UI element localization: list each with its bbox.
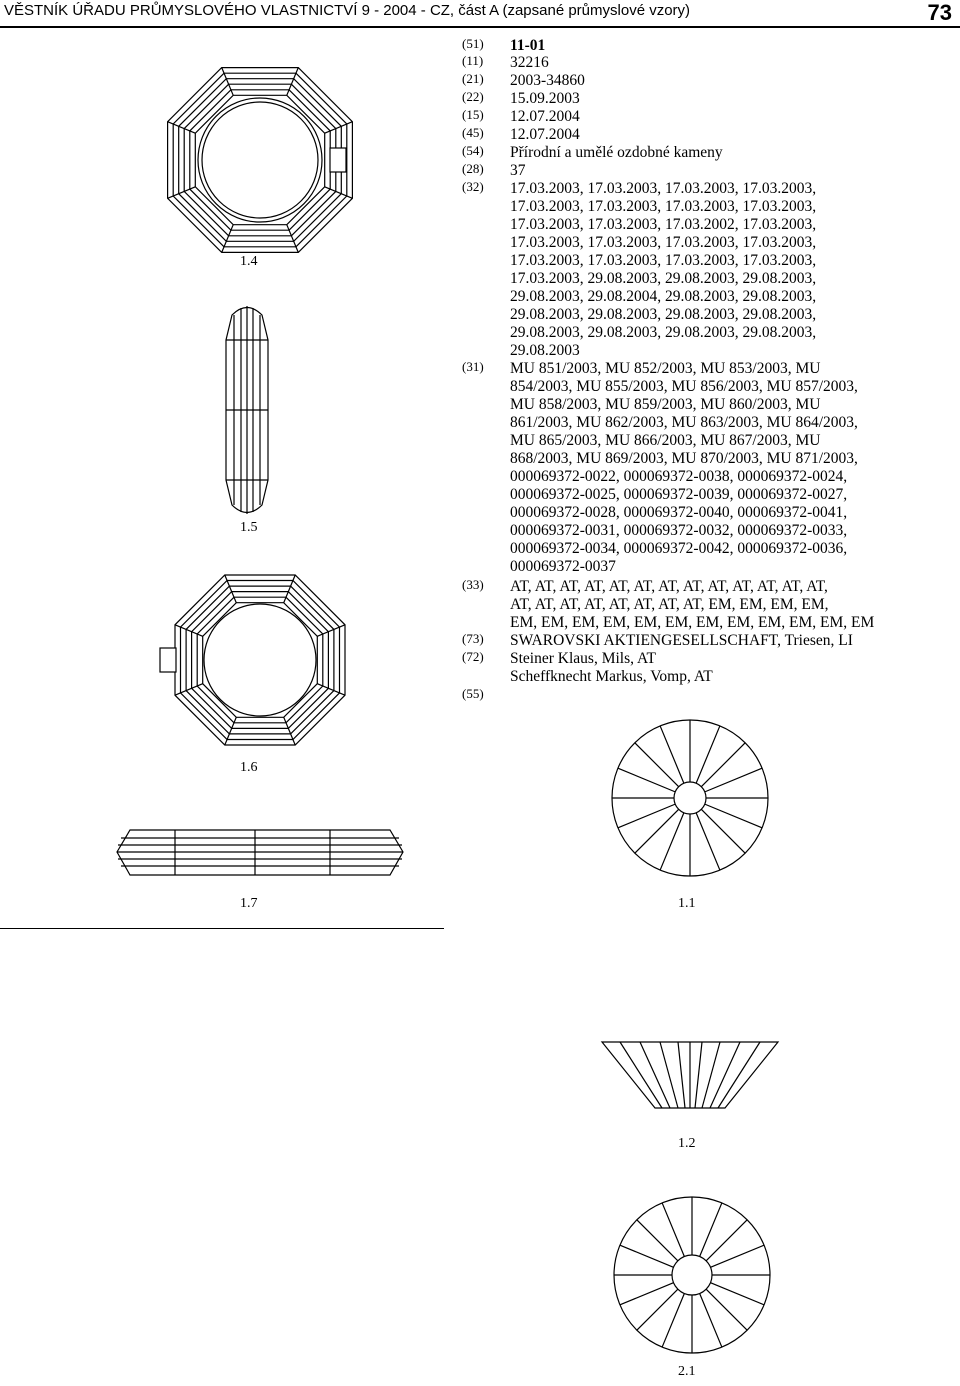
- registration-date: 12.07.2004: [510, 108, 580, 125]
- facet-line: [718, 1042, 760, 1108]
- designer-1: Steiner Klaus, Mils, AT: [510, 650, 656, 667]
- facet-line: [678, 1042, 685, 1108]
- priority-dates-line: 17.03.2003, 29.08.2003, 29.08.2003, 29.08.2003,: [510, 270, 817, 287]
- facet-line: [620, 1042, 662, 1108]
- facet-line: [618, 804, 675, 828]
- facet-line: [635, 809, 679, 853]
- code-33: (33): [462, 577, 484, 592]
- journal-header: VĚSTNÍK ÚŘADU PRŮMYSLOVÉHO VLASTNICTVÍ 9 - 2004 - CZ, část A (zapsané průmyslové vzory): [4, 2, 691, 19]
- priority-numbers-line: MU 858/2003, MU 859/2003, MU 860/2003, MU: [510, 396, 821, 413]
- figure-label-1-5: 1.5: [240, 520, 258, 535]
- figure-1-5-side-profile: [222, 300, 272, 520]
- priority-dates-line: 29.08.2003, 29.08.2004, 29.08.2003, 29.08.2003,: [510, 288, 817, 305]
- code-28: (28): [462, 161, 484, 176]
- facet-rose: [614, 1197, 770, 1353]
- facet-line: [701, 743, 745, 787]
- facet-line: [696, 726, 720, 783]
- octagon-outline: [173, 73, 347, 247]
- facet-line: [705, 768, 762, 792]
- priority-dates-line: 17.03.2003, 17.03.2003, 17.03.2003, 17.03.2003,: [510, 180, 817, 197]
- octagon-outline: [197, 597, 323, 723]
- priority-dates-line: 29.08.2003, 29.08.2003, 29.08.2003, 29.08.2003,: [510, 306, 817, 323]
- octagon-outline: [195, 95, 324, 224]
- inner-circle: [198, 98, 322, 222]
- inner-circle: [204, 604, 316, 716]
- figure-label-1-2: 1.2: [678, 1136, 696, 1151]
- figure-1-4-octagon-ring: [160, 60, 360, 260]
- facet-line: [618, 768, 675, 792]
- code-54: (54): [462, 143, 484, 158]
- facet-line: [660, 1042, 678, 1108]
- filing-date: 15.09.2003: [510, 90, 580, 107]
- design-title: Přírodní a umělé ozdobné kameny: [510, 144, 723, 161]
- figure-label-1-4: 1.4: [240, 254, 258, 269]
- octagon-outline: [179, 79, 342, 242]
- octagon-outline: [192, 592, 329, 729]
- priority-numbers-line: 000069372-0037: [510, 558, 616, 575]
- facet-line: [660, 726, 684, 783]
- table-circle: [674, 782, 706, 814]
- code-73: (73): [462, 631, 484, 646]
- facet-line: [705, 804, 762, 828]
- owner: SWAROVSKI AKTIENGESELLSCHAFT, Triesen, LI: [510, 632, 853, 649]
- publication-date: 12.07.2004: [510, 126, 580, 143]
- figure-label-2-1: 2.1: [678, 1364, 696, 1379]
- code-45: (45): [462, 125, 484, 140]
- priority-numbers-line: 000069372-0022, 000069372-0038, 000069372-0024,: [510, 468, 848, 485]
- octagon-rings: [168, 68, 353, 253]
- priority-numbers-line: 000069372-0028, 000069372-0040, 000069372-0041,: [510, 504, 848, 521]
- code-32: (32): [462, 179, 484, 194]
- facet-line: [660, 813, 684, 870]
- figure-label-1-1: 1.1: [678, 896, 696, 911]
- priority-dates-line: 17.03.2003, 17.03.2003, 17.03.2003, 17.03.2003,: [510, 234, 817, 251]
- priority-countries-line: AT, AT, AT, AT, AT, AT, AT, AT, EM, EM, EM, EM,: [510, 596, 829, 613]
- priority-numbers-line: 854/2003, MU 855/2003, MU 856/2003, MU 857/2003,: [510, 378, 858, 395]
- code-11: (11): [462, 53, 484, 68]
- facet-rose: [612, 720, 768, 876]
- notch: [160, 648, 176, 672]
- section-rule: [0, 928, 444, 929]
- figure-1-6-octagon-ring: [160, 568, 360, 753]
- figure-1-7-horizontal-profile: [115, 825, 405, 880]
- priority-dates-line: 17.03.2003, 17.03.2003, 17.03.2003, 17.03.2003,: [510, 198, 817, 215]
- application-number: 2003-34860: [510, 72, 585, 89]
- priority-numbers-line: MU 865/2003, MU 866/2003, MU 867/2003, MU: [510, 432, 821, 449]
- priority-numbers-line: 861/2003, MU 862/2003, MU 863/2003, MU 864/2003,: [510, 414, 858, 431]
- octagon-outline: [203, 603, 318, 718]
- design-count: 37: [510, 162, 526, 179]
- octagon-outline: [190, 90, 330, 230]
- priority-numbers-line: 000069372-0031, 000069372-0032, 000069372-0033,: [510, 522, 848, 539]
- code-22: (22): [462, 89, 484, 104]
- octagon-outline: [175, 575, 345, 745]
- notch: [330, 148, 346, 172]
- classification: 11-01: [510, 37, 546, 54]
- octagon-outline: [184, 84, 336, 236]
- code-72: (72): [462, 649, 484, 664]
- facet-line: [696, 813, 720, 870]
- table-circle: [672, 1255, 712, 1295]
- priority-dates-line: 29.08.2003, 29.08.2003, 29.08.2003, 29.08.2003,: [510, 324, 817, 341]
- code-55: (55): [462, 686, 484, 701]
- priority-numbers-line: 868/2003, MU 869/2003, MU 870/2003, MU 871/2003,: [510, 450, 858, 467]
- priority-countries-line: EM, EM, EM, EM, EM, EM, EM, EM, EM, EM, EM, EM: [510, 614, 875, 631]
- figure-label-1-6: 1.6: [240, 760, 258, 775]
- priority-numbers-line: 000069372-0034, 000069372-0042, 000069372-0036,: [510, 540, 848, 557]
- facet-line: [702, 1042, 720, 1108]
- registration-number: 32216: [510, 54, 549, 71]
- priority-numbers-line: 000069372-0025, 000069372-0039, 000069372-0027,: [510, 486, 848, 503]
- code-51: (51): [462, 36, 484, 51]
- octagon-outline: [186, 586, 334, 734]
- header-rule: [0, 26, 960, 28]
- figure-2-1-round-stone: [612, 1195, 772, 1355]
- figure-1-1-round-stone: [610, 718, 770, 878]
- priority-dates-line: 17.03.2003, 17.03.2003, 17.03.2003, 17.03.2003,: [510, 252, 817, 269]
- priority-dates-line: 17.03.2003, 17.03.2003, 17.03.2002, 17.03.2003,: [510, 216, 817, 233]
- code-31: (31): [462, 359, 484, 374]
- facet-line: [701, 809, 745, 853]
- priority-countries-line: AT, AT, AT, AT, AT, AT, AT, AT, AT, AT, AT, AT, AT,: [510, 578, 828, 595]
- code-21: (21): [462, 71, 484, 86]
- figure-label-1-7: 1.7: [240, 896, 258, 911]
- designer-2: Scheffknecht Markus, Vomp, AT: [510, 668, 713, 685]
- code-15: (15): [462, 107, 484, 122]
- page-number: 73: [927, 0, 952, 25]
- facet-line: [635, 743, 679, 787]
- inner-circle: [202, 102, 318, 218]
- priority-numbers-line: MU 851/2003, MU 852/2003, MU 853/2003, MU: [510, 360, 821, 377]
- figure-1-2-stone-side: [600, 1040, 780, 1110]
- facet-line: [695, 1042, 702, 1108]
- octagon-rings: [175, 575, 345, 745]
- priority-dates-line: 29.08.2003: [510, 342, 580, 359]
